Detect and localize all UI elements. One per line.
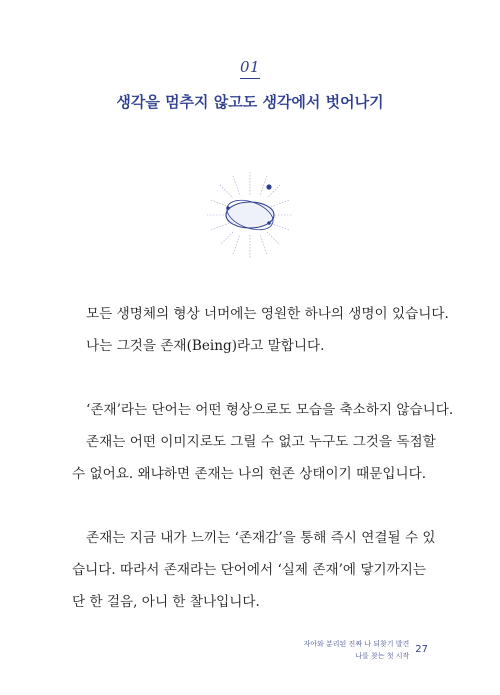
footer-chapter-label: 나를 찾는 첫 시작 — [355, 652, 410, 660]
text-line: 존재는 지금 내가 느끼는 ‘존재감’을 통해 즉시 연결될 수 있 — [86, 530, 436, 546]
chapter-number: 01 — [239, 58, 261, 76]
text-line: 모든 생명체의 형상 너머에는 영원한 하나의 생명이 있습니다. — [86, 306, 449, 322]
paragraph — [72, 522, 436, 618]
page-number: 27 — [415, 644, 428, 655]
text-line: 나는 그것을 존재(Being)라고 말합니다. — [86, 338, 325, 354]
body-text — [72, 298, 454, 618]
footer-book-title: 자아와 분리된 진짜 나 되찾기 발견 — [303, 640, 410, 648]
text-line: ‘존재’라는 단어는 어떤 형상으로도 모습을 축소하지 않습니다. — [86, 402, 454, 418]
text-line: 존재는 어떤 이미지로도 그릴 수 없고 누구도 그것을 독점할 — [86, 434, 436, 450]
chapter-title: 생각을 멈추지 않고도 생각에서 벗어나기 — [116, 93, 384, 111]
text-line: 단 한 걸음, 아니 한 찰나입니다. — [72, 594, 260, 610]
text-line: 수 없어요. 왜냐하면 존재는 나의 현존 상태이기 때문입니다. — [72, 466, 427, 482]
chapter-number-rule — [240, 78, 260, 79]
paragraph — [72, 298, 449, 362]
page-footer — [303, 638, 428, 662]
text-line: 습니다. 따라서 존재라는 단어에서 ‘실제 존재’에 닿기까지는 — [72, 562, 427, 578]
orbit-sphere-icon — [205, 170, 295, 260]
paragraph — [72, 394, 454, 490]
